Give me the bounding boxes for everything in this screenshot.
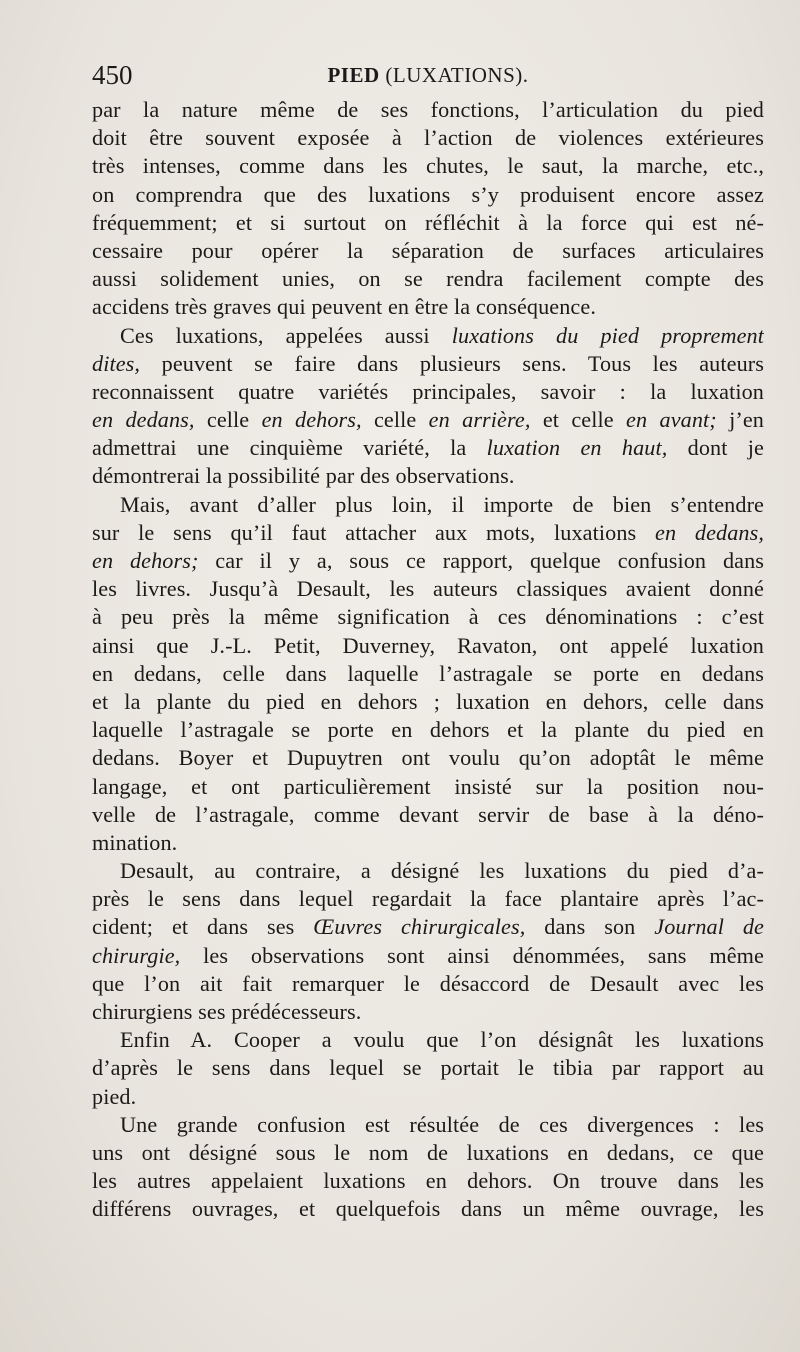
page-header — [92, 58, 764, 92]
text-line — [92, 434, 764, 462]
text-run: Ces luxations, appelées aussi — [120, 322, 452, 348]
text-line — [92, 1167, 764, 1195]
text-line — [92, 265, 764, 293]
text-line — [92, 350, 764, 378]
text-line — [92, 152, 764, 180]
text-run: mination. — [92, 829, 178, 855]
text-line — [92, 716, 764, 744]
text-run: peuvent se faire dans plusieurs sens. Tous les auteurs — [140, 350, 764, 376]
italic-run: en dehors; — [92, 548, 199, 573]
text-line — [92, 209, 764, 237]
italic-run: en dedans, — [655, 519, 764, 545]
text-line — [92, 801, 764, 829]
text-run: velle de l’astragale, comme devant servir de base à la déno- — [92, 801, 764, 827]
text-run: celle — [361, 407, 429, 433]
running-head-subtitle: (LUXATIONS). — [385, 63, 529, 87]
italic-run: Œuvres chirurgicales, — [313, 914, 526, 940]
text-run: dans son — [525, 914, 655, 940]
text-run: celle — [194, 407, 262, 433]
italic-run: en arrière, — [428, 407, 531, 433]
text-line — [92, 181, 764, 209]
text-line — [92, 1139, 764, 1167]
text-line — [92, 773, 764, 801]
text-line — [92, 744, 764, 772]
text-run: cessaire pour opérer la séparation de surfaces articulaires — [92, 237, 764, 263]
text-run: ainsi que J.-L. Petit, Duverney, Ravaton, ont appelé luxation — [92, 632, 764, 658]
text-line — [92, 660, 764, 688]
text-line — [92, 322, 764, 350]
italic-run: dites, — [92, 350, 141, 376]
text-run: uns ont désigné sous le nom de luxations en dedans, ce que — [92, 1139, 764, 1165]
text-run: près le sens dans lequel regardait la face plantaire après l’ac- — [92, 886, 764, 912]
italic-run: en dedans, — [92, 407, 195, 433]
text-run: à peu près la même signification à ces dénominations : c’est — [92, 604, 764, 630]
text-line — [92, 998, 764, 1026]
italic-run: en dehors, — [261, 407, 362, 433]
text-run: doit être souvent exposée à l’action de violences extérieures — [92, 125, 764, 151]
italic-run: luxations du pied proprement — [451, 322, 764, 348]
italic-run: luxation en haut, — [486, 435, 668, 461]
text-line — [92, 124, 764, 152]
running-head — [92, 58, 764, 92]
text-line — [92, 293, 764, 321]
text-line — [92, 688, 764, 716]
page-number: 450 — [92, 60, 133, 90]
text-run: très intenses, comme dans les chutes, le saut, la marche, etc., — [92, 153, 764, 179]
text-line — [92, 829, 764, 857]
text-run: par la nature même de ses fonctions, l’articulation du pied — [92, 97, 764, 122]
text-line — [92, 885, 764, 913]
text-run: en dedans, celle dans laquelle l’astragale se porte en dedans — [92, 660, 764, 686]
text-run: et la plante du pied en dehors ; luxation en dehors, celle dans — [92, 688, 764, 714]
text-run: j’en — [716, 407, 764, 433]
text-line — [92, 547, 764, 575]
text-line — [92, 406, 764, 434]
running-head-title: PIED — [327, 63, 380, 87]
text-run: et celle — [530, 407, 627, 433]
italic-run: en avant; — [626, 407, 717, 433]
text-run: les livres. Jusqu’à Desault, les auteurs classiques avaient donné — [92, 576, 764, 602]
text-run: chirurgiens ses prédécesseurs. — [92, 999, 362, 1024]
text-run: fréquemment; et si surtout on réfléchit à la force qui est né- — [92, 209, 764, 235]
text-line — [92, 1111, 764, 1139]
text-line — [92, 857, 764, 885]
text-run: Enfin A. Cooper a voulu que l’on désignât les luxations — [120, 1027, 764, 1053]
text-run: car il y a, sous ce rapport, quelque confusion dans — [198, 548, 764, 573]
text-run: Une grande confusion est résultée de ces divergences : les — [120, 1111, 764, 1137]
text-line — [92, 913, 764, 941]
text-run: les autres appelaient luxations en dehors. On trouve dans les — [92, 1168, 764, 1194]
text-line — [92, 632, 764, 660]
text-run: accidens très graves qui peuvent en être la conséquence. — [92, 294, 596, 320]
text-line — [92, 462, 764, 490]
text-line — [92, 237, 764, 265]
text-run: cident; et dans ses — [92, 914, 314, 940]
text-run: langage, et ont particulièrement insisté sur la position nou- — [92, 773, 764, 799]
text-line — [92, 970, 764, 998]
text-line — [92, 603, 764, 631]
text-run: aussi solidement unies, on se rendra facilement compte des — [92, 266, 764, 292]
italic-run: chirurgie, — [92, 942, 181, 968]
text-line — [92, 1026, 764, 1054]
text-run: Mais, avant d’aller plus loin, il importe de bien s’entendre — [120, 491, 764, 517]
text-run: admettrai une cinquième variété, la — [92, 435, 487, 461]
italic-run: Journal de — [654, 914, 764, 940]
text-run: laquelle l’astragale se porte en dehors et la plante du pied en — [92, 717, 764, 743]
text-line — [92, 1083, 764, 1111]
text-run: sur le sens qu’il faut attacher aux mots, luxations — [92, 519, 655, 545]
text-line — [92, 1054, 764, 1082]
text-line — [92, 96, 764, 124]
text-run: dedans. Boyer et Dupuytren ont voulu qu’on adoptât le même — [92, 745, 764, 771]
text-line — [92, 378, 764, 406]
text-line — [92, 575, 764, 603]
text-line — [92, 1195, 764, 1223]
text-line — [92, 491, 764, 519]
text-run: les observations sont ainsi dénommées, sans même — [180, 942, 764, 968]
text-run: démontrerai la possibilité par des observations. — [92, 463, 515, 489]
text-run: Desault, au contraire, a désigné les luxations du pied d’a- — [120, 858, 764, 884]
text-run: d’après le sens dans lequel se portait le tibia par rapport au — [92, 1055, 764, 1081]
text-run: on comprendra que des luxations s’y produisent encore assez — [92, 181, 764, 207]
text-line — [92, 519, 764, 547]
text-run: différens ouvrages, et quelquefois dans un même ouvrage, les — [92, 1196, 764, 1222]
body-text — [92, 96, 764, 1224]
text-run: que l’on ait fait remarquer le désaccord de Desault avec les — [92, 970, 764, 996]
text-run: reconnaissent quatre variétés principales, savoir : la luxation — [92, 378, 764, 404]
text-line — [92, 942, 764, 970]
text-run: pied. — [92, 1083, 137, 1109]
text-run: dont je — [667, 435, 764, 461]
